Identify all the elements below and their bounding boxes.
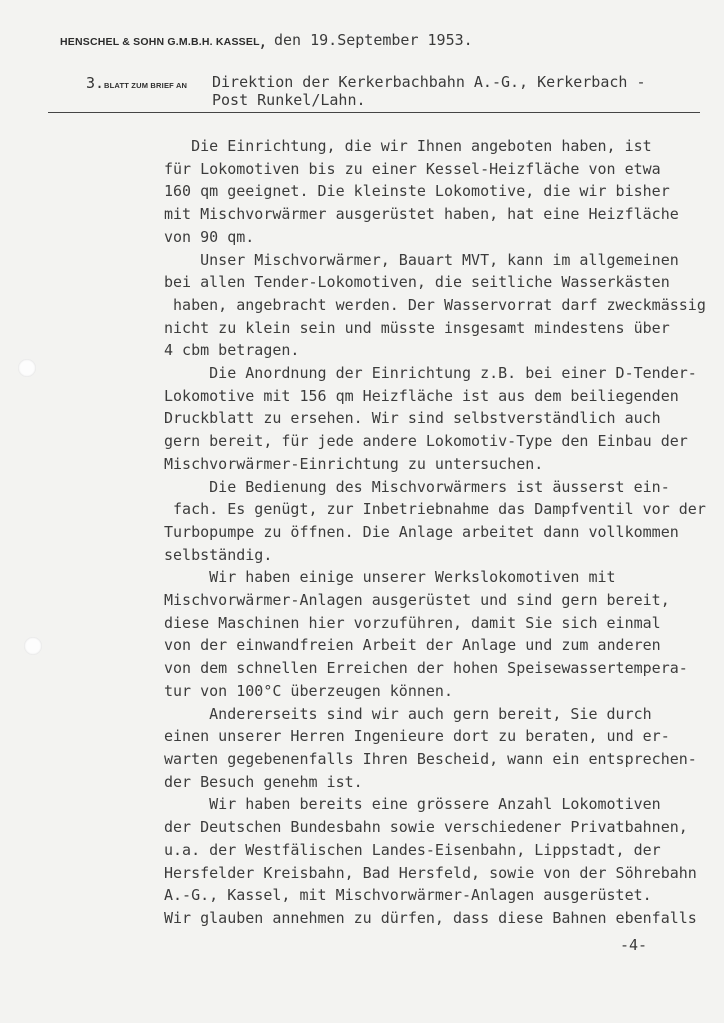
continuation-marker: -4- xyxy=(620,936,648,954)
body-line: Unser Mischvorwärmer, Bauart MVT, kann im allgemeinen xyxy=(164,250,679,269)
body-line: warten gegebenenfalls Ihren Bescheid, wann ein entsprechen- xyxy=(164,749,697,768)
body-line: bei allen Tender-Lokomotiven, die seitliche Wasserkästen xyxy=(164,273,670,292)
body-line: Hersfelder Kreisbahn, Bad Hersfeld, sowie von der Söhrebahn xyxy=(164,863,697,882)
body-line: von 90 qm. xyxy=(164,227,255,246)
addressee-line: Post Runkel/Lahn. xyxy=(212,91,366,109)
body-line: Andererseits sind wir auch gern bereit, Sie durch xyxy=(164,704,652,723)
body-line: Die Anordnung der Einrichtung z.B. bei einer D-Tender- xyxy=(164,364,697,383)
body-line: gern bereit, für jede andere Lokomotiv-Type den Einbau der xyxy=(164,432,688,451)
body-line: Die Bedienung des Mischvorwärmers ist äusserst ein- xyxy=(164,477,670,496)
punch-hole-bottom xyxy=(24,637,42,655)
body-line: selbständig. xyxy=(164,545,273,564)
body-line: fach. Es genügt, zur Inbetriebnahme das Dampfventil vor der xyxy=(164,500,706,519)
body-line: u.a. der Westfälischen Landes-Eisenbahn, Lippstadt, der xyxy=(164,840,661,859)
body-line: 160 qm geeignet. Die kleinste Lokomotive, die wir bisher xyxy=(164,182,670,201)
addressee xyxy=(212,73,645,109)
body-line: von dem schnellen Erreichen der hohen Speisewassertempera- xyxy=(164,659,688,678)
body-line: 4 cbm betragen. xyxy=(164,341,300,360)
letterhead-comma: , xyxy=(258,32,268,51)
company-letterhead: HENSCHEL & SOHN G.M.B.H. KASSEL xyxy=(60,36,260,48)
body-line: Druckblatt zu ersehen. Wir sind selbstverständlich auch xyxy=(164,409,661,428)
body-line: der Besuch genehm ist. xyxy=(164,772,363,791)
addressee-line: Direktion der Kerkerbachbahn A.-G., Kerkerbach - xyxy=(212,73,646,91)
body-line: A.-G., Kassel, mit Mischvorwärmer-Anlagen ausgerüstet. xyxy=(164,886,652,905)
body-line: Lokomotive mit 156 qm Heizfläche ist aus dem beiliegenden xyxy=(164,386,679,405)
body-line: Mischvorwärmer-Anlagen ausgerüstet und sind gern bereit, xyxy=(164,591,670,610)
body-line: Die Einrichtung, die wir Ihnen angeboten haben, ist xyxy=(164,137,652,155)
body-line: Wir haben bereits eine grössere Anzahl Lokomotiven xyxy=(164,795,661,814)
body-line: nicht zu klein sein und müsste insgesamt mindestens über xyxy=(164,318,670,337)
header-divider xyxy=(48,112,700,113)
punch-hole-top xyxy=(18,359,36,377)
body-line: der Deutschen Bundesbahn sowie verschiedener Privatbahnen, xyxy=(164,818,688,837)
body-line: diese Maschinen hier vorzuführen, damit Sie sich einmal xyxy=(164,613,661,632)
body-line: von der einwandfreien Arbeit der Anlage und zum anderen xyxy=(164,636,661,655)
page-number: 3. xyxy=(86,74,105,92)
body-line: einen unserer Herren Ingenieure dort zu beraten, und er- xyxy=(164,727,670,746)
body-line: mit Mischvorwärmer ausgerüstet haben, hat eine Heizfläche xyxy=(164,205,679,224)
blatt-label: BLATT ZUM BRIEF AN xyxy=(104,81,188,90)
body-line: tur von 100°C überzeugen können. xyxy=(164,681,453,700)
body-line: Wir haben einige unserer Werkslokomotiven mit xyxy=(164,568,616,587)
body-line: für Lokomotiven bis zu einer Kessel-Heizfläche von etwa xyxy=(164,159,661,178)
body-line: Wir glauben annehmen zu dürfen, dass diese Bahnen ebenfalls xyxy=(164,908,697,927)
letter-date: den 19.September 1953. xyxy=(274,31,473,49)
body-line: Mischvorwärmer-Einrichtung zu untersuchen. xyxy=(164,454,544,473)
body-line: haben, angebracht werden. Der Wasservorrat darf zweckmässig xyxy=(164,295,706,314)
body-line: Turbopumpe zu öffnen. Die Anlage arbeitet dann vollkommen xyxy=(164,522,679,541)
letter-body xyxy=(164,135,724,930)
